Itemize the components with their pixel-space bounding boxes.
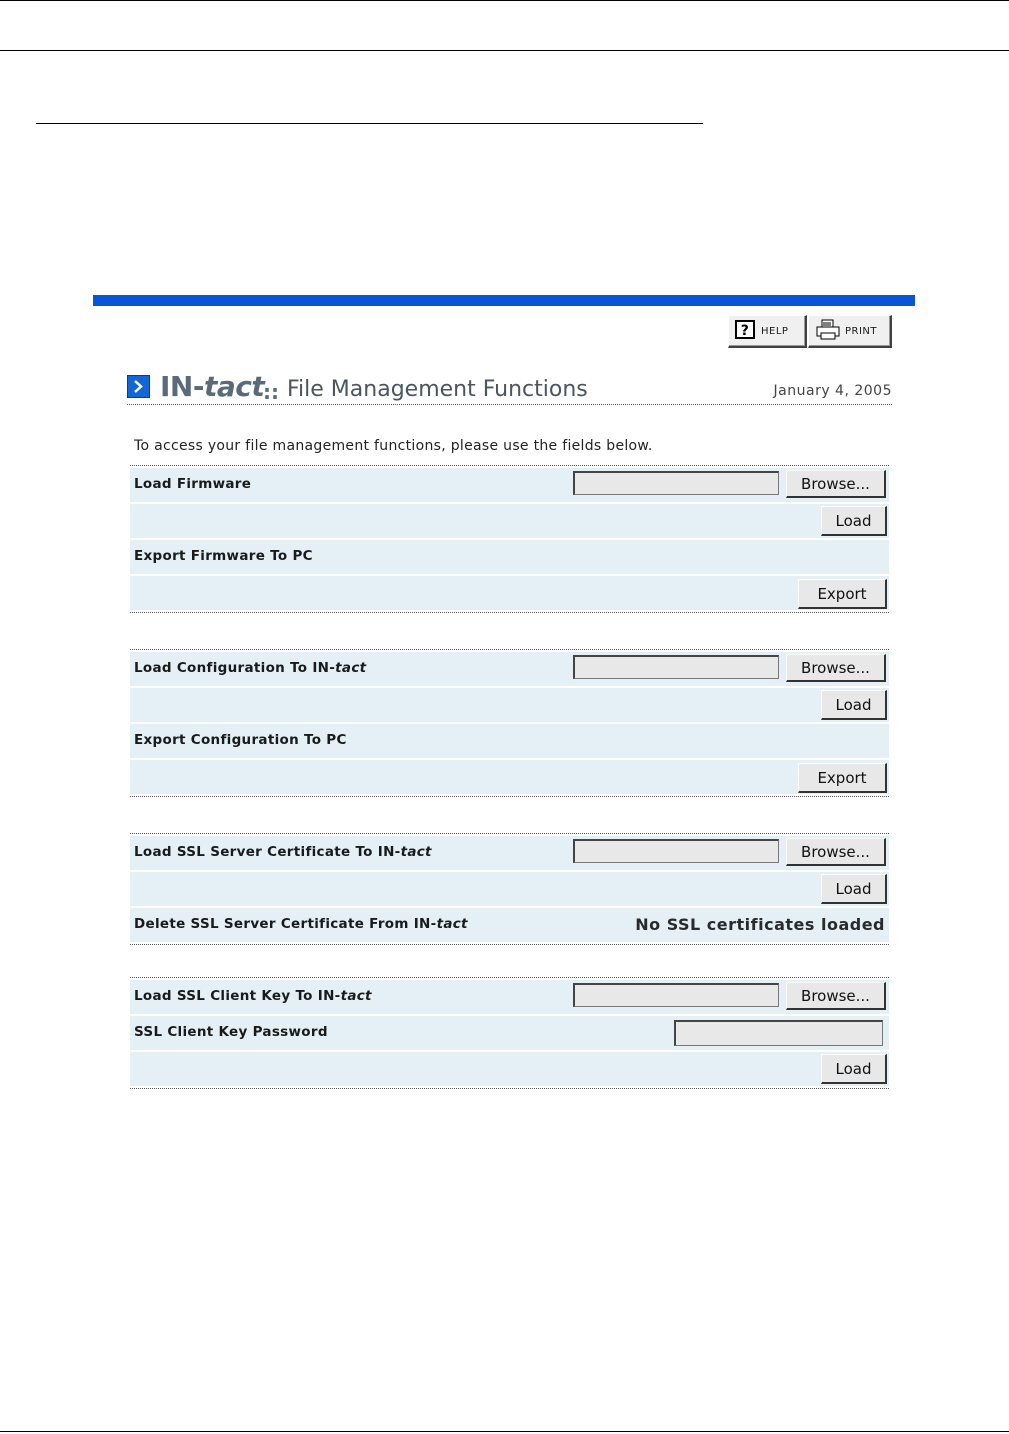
ssl-server-file-input[interactable] [573,839,779,863]
ssl-client-file-input[interactable] [573,983,779,1007]
export-configuration-label: Export Configuration To PC [134,732,347,748]
load-firmware-row [130,468,889,502]
bottom-rule [0,1431,1009,1432]
export-firmware-label: Export Firmware To PC [134,548,313,564]
firmware-load-row [130,504,889,538]
ssl-server-load-row [130,872,889,906]
title-separator: :: [263,380,279,404]
configuration-load-row [130,688,889,722]
load-ssl-server-label: Load SSL Server Certificate To IN-tact [134,844,432,860]
ssl-client-load-button[interactable]: Load [821,1054,887,1084]
page-header [127,372,892,405]
export-firmware-row [130,540,889,574]
ssl-client-section [130,977,889,1089]
help-icon [735,320,757,343]
intro-text: To access your file management functions, please use the fields below. [134,438,653,454]
ssl-server-section [130,833,889,945]
configuration-section [130,649,889,797]
printer-icon [815,319,841,344]
help-button[interactable] [728,315,807,348]
firmware-file-input[interactable] [573,471,779,495]
load-ssl-server-row [130,836,889,870]
arrow-icon [127,375,150,398]
print-button[interactable] [808,315,892,348]
load-configuration-row [130,652,889,686]
configuration-export-button[interactable]: Export [798,763,887,793]
delete-ssl-server-row [130,908,889,942]
header-rule [0,50,1009,51]
blue-header-bar [93,295,915,306]
page-date: January 4, 2005 [773,383,892,399]
firmware-browse-button[interactable]: Browse... [786,470,886,498]
ssl-client-browse-button[interactable]: Browse... [786,982,886,1010]
load-ssl-client-row [130,980,889,1014]
ssl-status-text: No SSL certificates loaded [635,915,885,934]
configuration-export-row [130,760,889,794]
firmware-export-row [130,576,889,610]
firmware-export-button[interactable]: Export [798,579,887,609]
load-configuration-label: Load Configuration To IN-tact [134,660,367,676]
export-configuration-row [130,724,889,758]
brand-logo: IN-tact [160,370,265,403]
firmware-load-button[interactable]: Load [821,506,887,536]
load-ssl-client-label: Load SSL Client Key To IN-tact [134,988,372,1004]
configuration-load-button[interactable]: Load [821,690,887,720]
delete-ssl-server-label: Delete SSL Server Certificate From IN-tact [134,916,468,932]
load-firmware-label: Load Firmware [134,476,252,492]
svg-text:?: ? [740,322,750,339]
ssl-client-password-label: SSL Client Key Password [134,1024,328,1040]
firmware-section [130,465,889,613]
page-title: File Management Functions [287,377,588,402]
section-rule [36,123,703,124]
ssl-server-browse-button[interactable]: Browse... [786,838,886,866]
print-label: PRINT [845,325,878,337]
ssl-server-load-button[interactable]: Load [821,874,887,904]
configuration-file-input[interactable] [573,655,779,679]
configuration-browse-button[interactable]: Browse... [786,654,886,682]
top-rule [0,0,1009,1]
help-label: HELP [761,325,789,337]
ssl-client-password-row [130,1016,889,1050]
ssl-client-password-input[interactable] [674,1020,883,1046]
ssl-client-load-row [130,1052,889,1086]
